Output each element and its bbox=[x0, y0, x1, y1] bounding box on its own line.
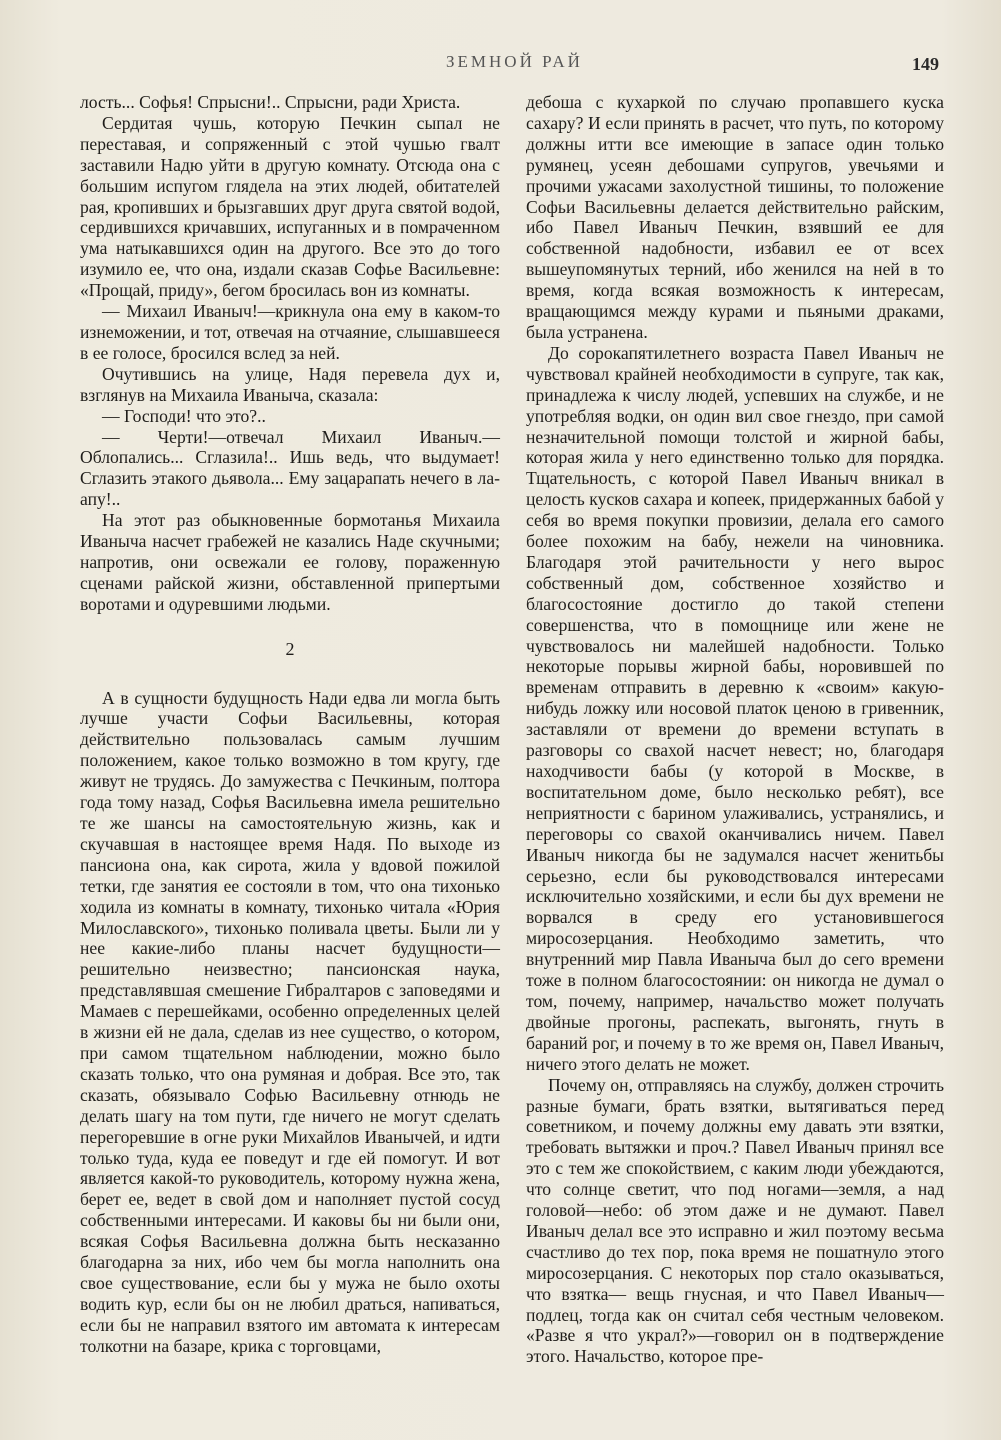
right-column bbox=[526, 92, 944, 1367]
running-head bbox=[0, 52, 1001, 76]
section-number: 2 bbox=[285, 638, 295, 659]
paragraph: — Михаил Иваныч!—крикнула она ему в каком-то изнеможении, и тот, отвечая на отчаяние, слышавшееся в ее голосе, бросился вслед за ней. bbox=[80, 301, 500, 363]
paragraph: Почему он, отправляясь на службу, должен строчить разные бумаги, брать взятки, вытягиваться перед советником, и почему должны ему давать эти взятки, требовать вытяжки и проч.? Павел Иваныч принял все это с тем же спокойствием, с каким люди убеждаются, что солнце светит, что под ногами—земля, а над головой—небо: об этом даже и не думают. Павел Иваныч делал все это исправно и жил поэтому весьма счастливо до тех пор, пока время не пошатнуло этого миросозерцания. С некоторых пор стало оказываться, что взятка— вещь гнусная, и что Павел Иваныч—подлец, тогда как он считал себя честным человеком. «Разве я что украл?»—говорил он в подтверждение этого. Начальство, которое пре- bbox=[526, 1074, 944, 1367]
paragraph: А в сущности будущность Нади едва ли могла быть лучше участи Софьи Васильевны, которая действительно пользовалась самым лучшим положением, какое только возможно в том кругу, где живут не трудясь. До замужества с Печкиным, полтора года тому назад, Софья Васильевна имела решительно те же шансы на самостоятельную жизнь, как и скучавшая в настоящее время Надя. По выходе из пансиона она, как сирота, жила у вдовой пожилой тетки, где занятия ее состояли в том, что она тихонько ходила из комнаты в комнату, тихонько читала «Юрия Милославского», тихонько поливала цветы. Были ли у нее какие-либо планы насчет будущности—решительно неизвестно; пансионская наука, представлявшая смешение Гибралтаров с заповедями и Мамаев с перешейками, особенно определенных целей в жизни ей не дала, сделав из нее существо, о котором, при самом тщательном наблюдении, можно было сказать только, что она румяная и добрая. Все это, так сказать, обязывало Софью Васильевну отнюдь не делать шагу на том пути, где ничего не могут сделать перегоревшие в огне руки Михайлов Иванычей, и идти только туда, куда ее поведут и где ей помогут. И вот является какой-то руководитель, которому нужна жена, берет ее, ведет в свой дом и наполняет пустой сосуд собственными интересами. И каковы бы ни были они, всякая Софья Васильевна должна быть несказанно благодарна за них, ибо чем бы могла наполнить она свое существование, если бы у мужа не было охоты водить кур, если бы он не любил драться, напиваться, если бы не направил взятого им автомата к интересам толкотни на базаре, крика с торговцами, bbox=[80, 687, 500, 1356]
paragraph: На этот раз обыкновенные бормотанья Михаила Иваныча насчет грабежей не казались Наде скучными; напротив, они освежали ее голову, пораженную сценами райской жизни, обставленной припертыми воротами и одуревшими людьми. bbox=[80, 510, 500, 614]
page-number: 149 bbox=[912, 54, 939, 74]
paragraph: До сорокапятилетнего возраста Павел Иваныч не чувствовал крайней необходимости в супруге, так как, принадлежа к числу людей, успевших на службе, и не употребляя водки, он один вил свое гнездо, при самой незначительной помощи толстой и жирной бабы, которая жила у него единственно только для порядка. Тщательность, с которой Павел Иваныч вникал в целость кусков сахара и копеек, придержанных бабой у себя во время покупки провизии, делала его самого более похожим на бабу, нежели на чиновника. Благодаря этой рачительности у него вырос собственный дом, собственное хозяйство и благосостояние достигло до такой степени совершенства, что в помощнице или жене не чувствовалось ни малейшей надобности. Только некоторые порывы жирной бабы, норовившей по временам отправить в деревню к «своим» какую-нибудь ложку или носовой платок ценою в гривенник, заставляли от времени до времени вступать в разговоры со свахой насчет невест; но, благодаря находчивости бабы (у которой в Москве, в воспитательном доме, было несколько ребят), все неприятности с барином улаживались, устранялись, и переговоры со свахой оканчивались ничем. Павел Иваныч никогда бы не задумался насчет женитьбы серьезно, если бы руководствовался интересами исключительно хозяйскими, и если бы дух времени не ворвался в среду его установившегося миросозерцания. Необходимо заметить, что внутренний мир Павла Иваныча был до сего времени тоже в полном благосостоянии: он никогда не думал о том, почему, например, начальство может получать двойные прогоны, распекать, выгонять, гнуть в бараний рог, и почему в то же время он, Павел Иваныч, ничего этого делать не может. bbox=[526, 342, 944, 1074]
paragraph: — Черти!—отвечал Михаил Иваныч.— Облопались... Сглазила!.. Ишь ведь, что выдумает! Сглазить этакого дьявола... Ему зацарапать нечего в ла-апу!.. bbox=[80, 426, 500, 510]
paragraph: Очутившись на улице, Надя перевела дух и, взглянув на Михаила Иваныча, сказала: bbox=[80, 363, 500, 405]
running-title: ЗЕМНОЙ РАЙ bbox=[446, 52, 583, 71]
paragraph: Сердитая чушь, которую Печкин сыпал не переставая, и сопряженный с этой чушью гвалт заставили Надю уйти в другую комнату. Отсюда она с большим испугом глядела на этих людей, обитателей рая, кропивших и брызгавших друг друга святой водой, сердившихся кричавших, испуганных и в помраченном ума натыкавшихся один на другого. Все это до того изумило ее, что она, издали сказав Софье Васильевне: «Прощай, приду», бегом бросилась вон из комнаты. bbox=[80, 112, 500, 301]
paragraph: дебоша с кухаркой по случаю пропавшего куска сахару? И если принять в расчет, что путь, по которому должны итти все имеющие в запасе один только румянец, усеян дебошами супругов, увечьями и прочими ужасами захолустной тишины, то положение Софьи Васильевны делается действительно райским, ибо Павел Иваныч Печкин, взявший ее для собственной надобности, избавил ее от всех вышеупомянутых терний, ибо женился на ней в то время, когда всякая возможность к интересам, вращающимся между курами и пьяными драками, была устранена. bbox=[526, 92, 944, 342]
paragraph: лость... Софья! Спрысни!.. Спрысни, ради Христа. bbox=[80, 92, 461, 112]
paragraph: — Господи! что это?.. bbox=[102, 405, 266, 426]
left-column bbox=[80, 92, 500, 1357]
